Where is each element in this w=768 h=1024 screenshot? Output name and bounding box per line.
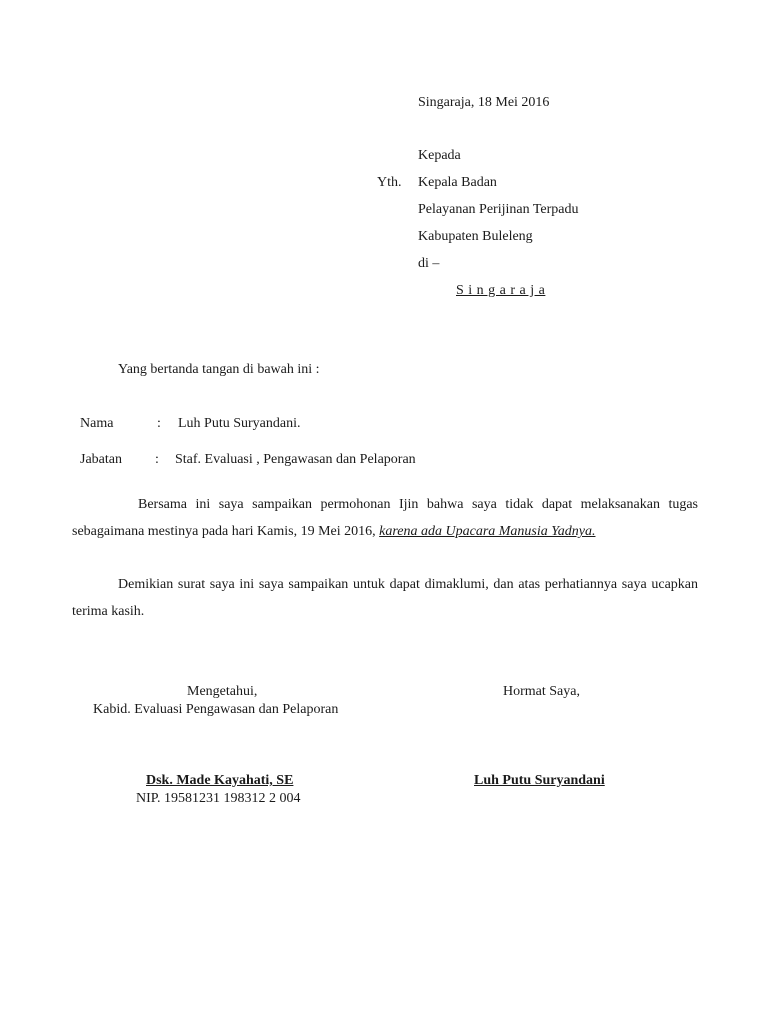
left-signatory-name: Dsk. Made Kayahati, SE [146,773,294,788]
letter-date: Singaraja, 18 Mei 2016 [418,95,550,110]
right-signature-heading: Hormat Saya, [503,684,580,699]
nama-separator: : [157,416,161,431]
left-signature-heading: Mengetahui, [187,684,258,699]
body-paragraph-1-text: Bersama ini saya sampaikan permohonan Ijin bahwa saya tidak dapat melaksanakan tugas sebagaimana mestinya pada hari Kamis, 19 Mei 2016, [72,497,698,539]
recipient-city: S i n g a r a j a [456,283,546,298]
jabatan-value: Staf. Evaluasi , Pengawasan dan Pelaporan [175,452,416,467]
yth-label: Yth. [377,175,402,190]
left-signatory-nip: NIP. 19581231 198312 2 004 [136,791,301,806]
body-paragraph-2 [72,571,698,625]
recipient-line-2: Pelayanan Perijinan Terpadu [418,202,579,217]
nama-label: Nama [80,416,114,431]
jabatan-label: Jabatan [80,452,122,467]
recipient-line-1: Kepala Badan [418,175,497,190]
jabatan-separator: : [155,452,159,467]
intro-text: Yang bertanda tangan di bawah ini : [118,362,320,377]
body-paragraph-1 [72,491,698,545]
left-signature-title: Kabid. Evaluasi Pengawasan dan Pelaporan [93,702,339,717]
nama-value: Luh Putu Suryandani. [178,416,301,431]
leave-reason: karena ada Upacara Manusia Yadnya. [379,524,596,539]
body-paragraph-2-text: Demikian surat saya ini saya sampaikan untuk dapat dimaklumi, dan atas perhatiannya saya ucapkan terima kasih. [72,577,698,619]
recipient-line-4: di – [418,256,440,271]
recipient-line-3: Kabupaten Buleleng [418,229,533,244]
kepada-label: Kepada [418,148,461,163]
right-signatory-name: Luh Putu Suryandani [474,773,605,788]
